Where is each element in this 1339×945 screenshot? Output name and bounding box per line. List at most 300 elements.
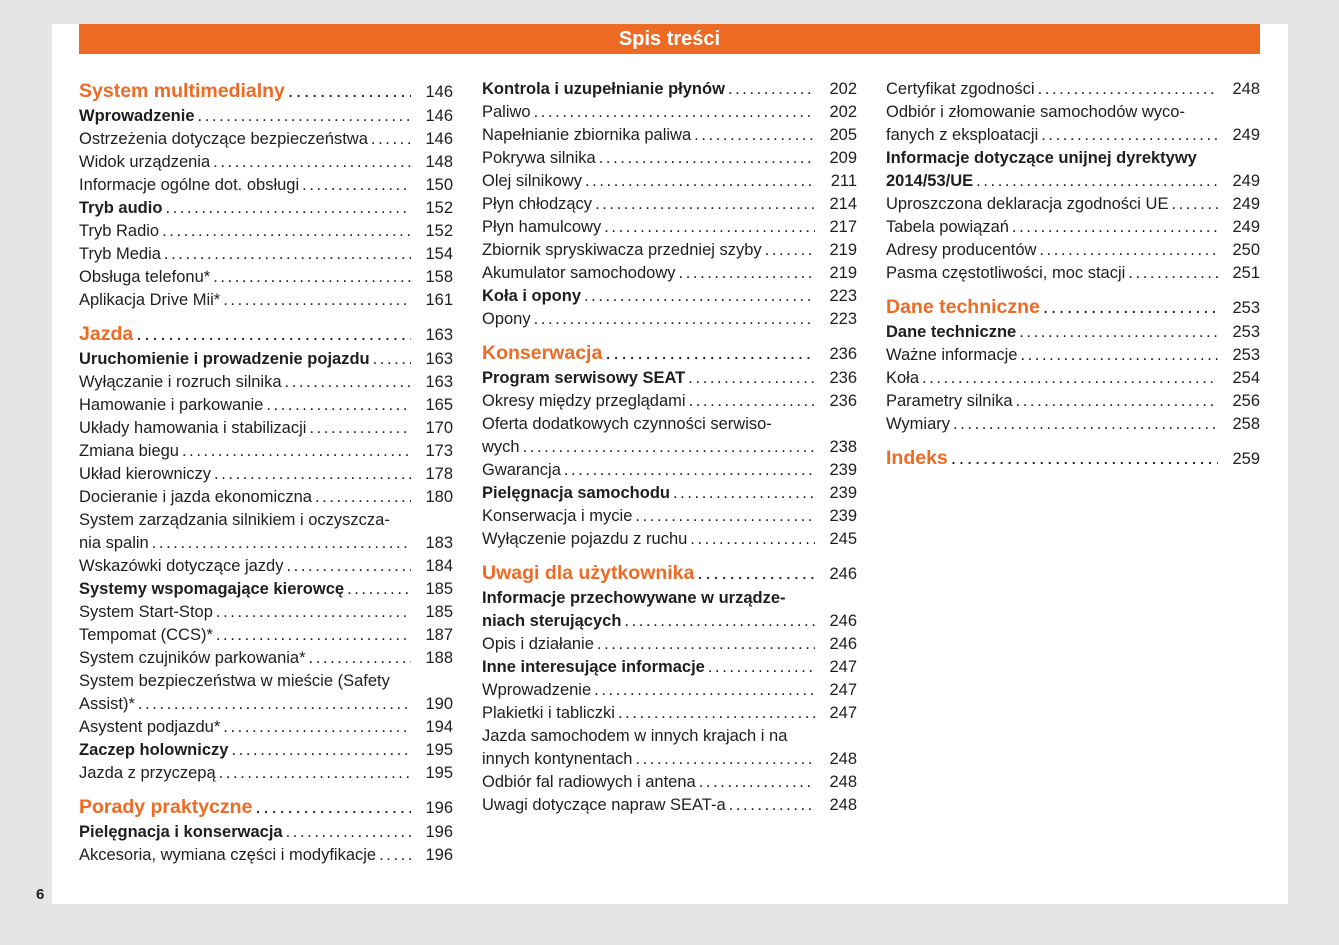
dot-leader	[1039, 239, 1218, 262]
toc-page-number: 178	[425, 465, 453, 483]
toc-page-number: 195	[425, 764, 453, 782]
dot-leader	[534, 308, 815, 331]
dot-leader	[1019, 321, 1218, 344]
toc-page-number: 253	[1232, 346, 1260, 364]
toc-page-number: 245	[829, 530, 857, 548]
toc-section-heading[interactable]	[79, 321, 453, 348]
toc-entry[interactable]	[79, 394, 453, 417]
toc-entry-title: Hamowanie i parkowanie	[79, 396, 264, 414]
toc-page-number: 253	[1232, 323, 1260, 341]
dot-leader	[1171, 193, 1218, 216]
toc-entry-title: Obsługa telefonu*	[79, 268, 211, 286]
toc-chapter-entry[interactable]	[79, 105, 453, 128]
toc-entry[interactable]	[79, 266, 453, 289]
dot-leader	[635, 748, 815, 771]
toc-page-number: 194	[425, 718, 453, 736]
toc-page-number: 258	[1232, 415, 1260, 433]
toc-entry[interactable]	[482, 702, 857, 725]
toc-page-number: 223	[829, 287, 857, 305]
dot-leader	[255, 794, 411, 820]
toc-entry[interactable]	[482, 528, 857, 551]
toc-page-number: 248	[1232, 80, 1260, 98]
toc-section-heading[interactable]	[886, 445, 1260, 472]
dot-leader	[309, 647, 411, 670]
toc-entry-title: Okresy między przeglądami	[482, 392, 686, 410]
toc-entry[interactable]	[886, 367, 1260, 390]
toc-page-number: 246	[829, 612, 857, 630]
toc-entry-title: Opony	[482, 310, 531, 328]
toc-entry[interactable]	[482, 147, 857, 170]
toc-entry[interactable]	[886, 344, 1260, 367]
dot-leader	[379, 844, 411, 867]
dot-leader	[951, 445, 1218, 471]
toc-entry[interactable]	[79, 463, 453, 486]
toc-entry-title: Program serwisowy SEAT	[482, 369, 686, 387]
toc-entry-title: innych kontynentach	[482, 750, 633, 768]
toc-entry-title: Pokrywa silnika	[482, 149, 596, 167]
toc-entry[interactable]	[79, 601, 453, 624]
toc-entry[interactable]	[482, 170, 857, 193]
toc-entry-title: Porady praktyczne	[79, 796, 253, 818]
toc-entry[interactable]	[79, 440, 453, 463]
toc-entry-title: Pielęgnacja i konserwacja	[79, 823, 283, 841]
toc-entry[interactable]	[886, 193, 1260, 216]
dot-leader	[285, 371, 411, 394]
toc-page-number: 249	[1232, 172, 1260, 190]
toc-page-number: 247	[829, 704, 857, 722]
toc-page-number: 236	[829, 345, 857, 363]
toc-page-number: 214	[829, 195, 857, 213]
toc-entry-title: Płyn hamulcowy	[482, 218, 602, 236]
toc-entry[interactable]	[79, 486, 453, 509]
toc-column-2	[482, 78, 857, 817]
toc-entry-title: Zaczep holowniczy	[79, 741, 229, 759]
toc-entry[interactable]	[482, 679, 857, 702]
toc-entry-title: Assist)*	[79, 695, 135, 713]
toc-entry[interactable]	[886, 390, 1260, 413]
toc-entry-title: Dane techniczne	[886, 323, 1017, 341]
toc-page-number: 239	[829, 507, 857, 525]
toc-entry[interactable]	[482, 633, 857, 656]
toc-page-number: 195	[425, 741, 453, 759]
toc-entry-title: wych	[482, 438, 520, 456]
toc-page-number: 238	[829, 438, 857, 456]
toc-page-number: 246	[829, 565, 857, 583]
toc-column-1	[79, 78, 453, 867]
dot-leader	[635, 505, 815, 528]
toc-entry[interactable]	[482, 505, 857, 528]
toc-section-heading[interactable]	[482, 340, 857, 367]
toc-page-number: 239	[829, 484, 857, 502]
toc-entry[interactable]	[482, 239, 857, 262]
toc-entry[interactable]	[79, 243, 453, 266]
toc-page-number: 239	[829, 461, 857, 479]
dot-leader	[697, 560, 815, 586]
toc-page-number: 154	[425, 245, 453, 263]
toc-page-number: 158	[425, 268, 453, 286]
toc-page-number: 247	[829, 658, 857, 676]
dot-leader	[595, 193, 815, 216]
dot-leader	[690, 528, 815, 551]
toc-entry-title: Paliwo	[482, 103, 531, 121]
dot-leader	[213, 266, 411, 289]
dot-leader	[315, 486, 411, 509]
toc-page-number: 161	[425, 291, 453, 309]
toc-entry-title: System multimedialny	[79, 80, 285, 102]
toc-page-number: 146	[425, 83, 453, 101]
toc-entry-title: Parametry silnika	[886, 392, 1013, 410]
toc-entry[interactable]	[79, 624, 453, 647]
toc-entry[interactable]	[482, 459, 857, 482]
toc-entry-title: Uruchomienie i prowadzenie pojazdu	[79, 350, 370, 368]
toc-page-number: 187	[425, 626, 453, 644]
toc-chapter-entry[interactable]	[79, 821, 453, 844]
toc-page-number: 148	[425, 153, 453, 171]
dot-leader	[728, 78, 815, 101]
toc-entry[interactable]	[79, 532, 453, 555]
toc-page-number: 190	[425, 695, 453, 713]
dot-leader	[922, 367, 1218, 390]
dot-leader	[373, 348, 411, 371]
dot-leader	[624, 610, 815, 633]
toc-page-number: 163	[425, 326, 453, 344]
toc-entry-title: Systemy wspomagające kierowcę	[79, 580, 345, 598]
dot-leader	[673, 482, 815, 505]
toc-entry-title-line: System zarządzania silnikiem i oczyszcza-	[79, 511, 390, 529]
toc-page-number: 173	[425, 442, 453, 460]
toc-entry[interactable]	[886, 239, 1260, 262]
toc-entry-title: Konserwacja i mycie	[482, 507, 633, 525]
toc-page-number: 196	[425, 846, 453, 864]
toc-entry[interactable]	[886, 413, 1260, 436]
toc-page-number: 185	[425, 603, 453, 621]
toc-entry-title: Plakietki i tabliczki	[482, 704, 615, 722]
toc-page-number: 202	[829, 80, 857, 98]
toc-entry[interactable]	[482, 748, 857, 771]
toc-entry-title: Ostrzeżenia dotyczące bezpieczeństwa	[79, 130, 368, 148]
toc-entry-title: Wprowadzenie	[79, 107, 195, 125]
toc-entry-title: Pielęgnacja samochodu	[482, 484, 670, 502]
toc-entry-title: Tryb Radio	[79, 222, 160, 240]
toc-entry-title: Dane techniczne	[886, 296, 1040, 318]
dot-leader	[288, 78, 411, 104]
toc-page-number: 250	[1232, 241, 1260, 259]
dot-leader	[1038, 78, 1218, 101]
dot-leader	[618, 702, 815, 725]
toc-entry-title: Jazda	[79, 323, 134, 345]
toc-column-3	[886, 78, 1260, 472]
toc-entry-title: Wprowadzenie	[482, 681, 592, 699]
toc-page-number: 219	[829, 241, 857, 259]
toc-section-heading[interactable]	[79, 78, 453, 105]
toc-chapter-entry[interactable]	[886, 170, 1260, 193]
toc-entry[interactable]	[79, 151, 453, 174]
toc-entry[interactable]	[79, 762, 453, 785]
dot-leader	[976, 170, 1218, 193]
toc-page-number: 249	[1232, 195, 1260, 213]
toc-entry-title: Zbiornik spryskiwacza przedniej szyby	[482, 241, 762, 259]
toc-entry-title: Wyłączenie pojazdu z ruchu	[482, 530, 688, 548]
toc-page-number: 256	[1232, 392, 1260, 410]
toc-entry-title: Akcesoria, wymiana części i modyfikacje	[79, 846, 377, 864]
dot-leader	[597, 633, 815, 656]
toc-entry-title: Informacje ogólne dot. obsługi	[79, 176, 300, 194]
dot-leader	[136, 321, 411, 347]
dot-leader	[1012, 216, 1218, 239]
toc-chapter-entry[interactable]	[79, 739, 453, 762]
toc-page-number: 246	[829, 635, 857, 653]
toc-chapter-entry[interactable]	[79, 578, 453, 601]
toc-page-number: 183	[425, 534, 453, 552]
toc-entry-title: niach sterujących	[482, 612, 622, 630]
toc-entry-title: Jazda z przyczepą	[79, 764, 216, 782]
toc-entry[interactable]	[79, 128, 453, 151]
toc-page-number: 170	[425, 419, 453, 437]
page-header-title: Spis treści	[79, 24, 1260, 54]
toc-page-number: 152	[425, 199, 453, 217]
dot-leader	[523, 436, 815, 459]
dot-leader	[152, 532, 411, 555]
dot-leader	[599, 147, 815, 170]
dot-leader	[1128, 262, 1218, 285]
toc-chapter-entry[interactable]	[482, 78, 857, 101]
toc-entry-title: Certyfikat zgodności	[886, 80, 1035, 98]
dot-leader	[699, 771, 815, 794]
toc-page-number: 211	[830, 172, 857, 190]
toc-page-number: 259	[1232, 450, 1260, 468]
toc-entry-title: nia spalin	[79, 534, 149, 552]
dot-leader	[1043, 294, 1218, 320]
toc-page-number: 248	[829, 773, 857, 791]
toc-entry-title: fanych z eksploatacji	[886, 126, 1039, 144]
toc-page-number: 223	[829, 310, 857, 328]
dot-leader	[708, 656, 815, 679]
toc-chapter-entry[interactable]	[482, 367, 857, 390]
toc-entry-title: Zmiana biegu	[79, 442, 179, 460]
toc-entry-title: Indeks	[886, 447, 948, 469]
toc-entry[interactable]	[482, 216, 857, 239]
dot-leader	[605, 340, 815, 366]
dot-leader	[182, 440, 411, 463]
toc-entry[interactable]	[482, 308, 857, 331]
toc-entry-title: Uwagi dotyczące napraw SEAT-a	[482, 796, 726, 814]
toc-entry[interactable]	[482, 101, 857, 124]
toc-entry-title-line: System bezpieczeństwa w mieście (Safety	[79, 672, 390, 690]
toc-entry-title: Konserwacja	[482, 342, 603, 364]
dot-leader	[1041, 124, 1218, 147]
dot-leader	[347, 578, 411, 601]
toc-entry[interactable]	[886, 124, 1260, 147]
toc-entry-title: Tryb Media	[79, 245, 161, 263]
toc-page-number: 165	[425, 396, 453, 414]
toc-entry-title: System Start-Stop	[79, 603, 213, 621]
dot-leader	[1020, 344, 1218, 367]
toc-entry-title: Asystent podjazdu*	[79, 718, 221, 736]
toc-section-heading[interactable]	[886, 294, 1260, 321]
toc-entry[interactable]	[79, 844, 453, 867]
toc-page-number: 236	[829, 369, 857, 387]
dot-leader	[534, 101, 815, 124]
toc-entry-title: Uwagi dla użytkownika	[482, 562, 695, 584]
toc-entry[interactable]	[482, 193, 857, 216]
toc-entry-title: Gwarancja	[482, 461, 561, 479]
page-number: 6	[36, 886, 45, 903]
dot-leader	[213, 151, 411, 174]
toc-entry-title: 2014/53/UE	[886, 172, 974, 190]
toc-page-number: 202	[829, 103, 857, 121]
toc-entry[interactable]	[79, 693, 453, 716]
toc-page-number: 152	[425, 222, 453, 240]
dot-leader	[564, 459, 815, 482]
dot-leader	[138, 693, 411, 716]
dot-leader	[231, 739, 411, 762]
toc-entry-title: Uproszczona deklaracja zgodności UE	[886, 195, 1169, 213]
toc-entry[interactable]	[79, 417, 453, 440]
toc-entry[interactable]	[886, 216, 1260, 239]
toc-entry[interactable]	[482, 771, 857, 794]
dot-leader	[266, 394, 411, 417]
toc-entry[interactable]	[482, 262, 857, 285]
toc-page-number: 185	[425, 580, 453, 598]
toc-entry[interactable]	[79, 555, 453, 578]
toc-entry-title-line: Oferta dodatkowych czynności serwiso-	[482, 415, 772, 433]
toc-entry[interactable]	[886, 262, 1260, 285]
toc-entry[interactable]	[79, 716, 453, 739]
toc-page-number: 184	[425, 557, 453, 575]
toc-page-number: 248	[829, 750, 857, 768]
toc-entry-title-line: Informacje przechowywane w urządze-	[482, 589, 786, 607]
dot-leader	[584, 285, 815, 308]
toc-page-number: 196	[425, 799, 453, 817]
toc-page-number: 219	[829, 264, 857, 282]
toc-page-number: 163	[425, 350, 453, 368]
toc-page-number: 249	[1232, 218, 1260, 236]
toc-page-number: 209	[829, 149, 857, 167]
toc-entry-title: Odbiór fal radiowych i antena	[482, 773, 696, 791]
dot-leader	[371, 128, 411, 151]
dot-leader	[219, 762, 411, 785]
toc-entry-title-line: Odbiór i złomowanie samochodów wyco-	[886, 103, 1185, 121]
toc-page-number: 251	[1232, 264, 1260, 282]
dot-leader	[585, 170, 815, 193]
dot-leader	[216, 624, 411, 647]
dot-leader	[679, 262, 815, 285]
toc-entry-title: Akumulator samochodowy	[482, 264, 676, 282]
toc-entry-title: Docieranie i jazda ekonomiczna	[79, 488, 312, 506]
toc-entry[interactable]	[79, 647, 453, 670]
toc-page-number: 188	[425, 649, 453, 667]
toc-entry-title: Wyłączanie i rozruch silnika	[79, 373, 282, 391]
dot-leader	[164, 243, 411, 266]
toc-entry[interactable]	[482, 124, 857, 147]
toc-chapter-entry[interactable]	[482, 656, 857, 679]
toc-page-number: 254	[1232, 369, 1260, 387]
toc-page-number: 146	[425, 107, 453, 125]
toc-page-number: 163	[425, 373, 453, 391]
toc-page-number: 150	[425, 176, 453, 194]
toc-entry[interactable]	[482, 794, 857, 817]
toc-entry-title: Wskazówki dotyczące jazdy	[79, 557, 284, 575]
toc-chapter-entry[interactable]	[482, 285, 857, 308]
toc-entry-title: Aplikacja Drive Mii*	[79, 291, 221, 309]
toc-page-number: 253	[1232, 299, 1260, 317]
toc-entry-title: Układ kierowniczy	[79, 465, 212, 483]
toc-entry[interactable]	[79, 371, 453, 394]
toc-chapter-entry[interactable]	[482, 610, 857, 633]
toc-entry-title: Wymiary	[886, 415, 951, 433]
toc-entry[interactable]	[482, 390, 857, 413]
toc-entry-title: Koła i opony	[482, 287, 581, 305]
dot-leader	[594, 679, 815, 702]
toc-page-number: 146	[425, 130, 453, 148]
dot-leader	[765, 239, 815, 262]
toc-chapter-entry[interactable]	[482, 482, 857, 505]
toc-page-number: 205	[829, 126, 857, 144]
toc-page-number: 249	[1232, 126, 1260, 144]
dot-leader	[689, 390, 815, 413]
toc-entry-title: Pasma częstotliwości, moc stacji	[886, 264, 1126, 282]
toc-section-heading[interactable]	[482, 560, 857, 587]
toc-chapter-entry[interactable]	[886, 321, 1260, 344]
toc-entry-title-line: Jazda samochodem w innych krajach i na	[482, 727, 788, 745]
toc-entry-title: Tryb audio	[79, 199, 163, 217]
dot-leader	[286, 821, 411, 844]
toc-entry-title: Adresy producentów	[886, 241, 1037, 259]
dot-leader	[694, 124, 815, 147]
toc-entry[interactable]	[886, 78, 1260, 101]
toc-entry[interactable]	[482, 436, 857, 459]
toc-entry-title: Tempomat (CCS)*	[79, 626, 213, 644]
dot-leader	[287, 555, 412, 578]
toc-entry-title-line: Informacje dotyczące unijnej dyrektywy	[886, 149, 1197, 167]
toc-entry-title: Płyn chłodzący	[482, 195, 593, 213]
dot-leader	[223, 716, 411, 739]
dot-leader	[309, 417, 411, 440]
toc-entry[interactable]	[79, 220, 453, 243]
toc-entry-title: Olej silnikowy	[482, 172, 582, 190]
toc-entry-title: Koła	[886, 369, 920, 387]
toc-entry[interactable]	[79, 289, 453, 312]
toc-chapter-entry[interactable]	[79, 197, 453, 220]
toc-entry-title: Ważne informacje	[886, 346, 1018, 364]
toc-entry-title: Inne interesujące informacje	[482, 658, 705, 676]
toc-entry-title: Napełnianie zbiornika paliwa	[482, 126, 692, 144]
toc-page-number: 236	[829, 392, 857, 410]
dot-leader	[216, 601, 411, 624]
dot-leader	[1016, 390, 1218, 413]
dot-leader	[162, 220, 411, 243]
toc-section-heading[interactable]	[79, 794, 453, 821]
toc-chapter-entry[interactable]	[79, 348, 453, 371]
dot-leader	[604, 216, 815, 239]
toc-entry-title: Układy hamowania i stabilizacji	[79, 419, 307, 437]
dot-leader	[198, 105, 411, 128]
dot-leader	[223, 289, 411, 312]
dot-leader	[729, 794, 815, 817]
toc-page-number: 247	[829, 681, 857, 699]
dot-leader	[688, 367, 815, 390]
toc-page-number: 196	[425, 823, 453, 841]
dot-leader	[165, 197, 411, 220]
toc-entry-title: System czujników parkowania*	[79, 649, 306, 667]
dot-leader	[214, 463, 411, 486]
toc-page-number: 180	[425, 488, 453, 506]
dot-leader	[953, 413, 1218, 436]
toc-page-number: 217	[829, 218, 857, 236]
toc-entry[interactable]	[79, 174, 453, 197]
toc-entry-title: Widok urządzenia	[79, 153, 211, 171]
toc-page-number: 248	[829, 796, 857, 814]
